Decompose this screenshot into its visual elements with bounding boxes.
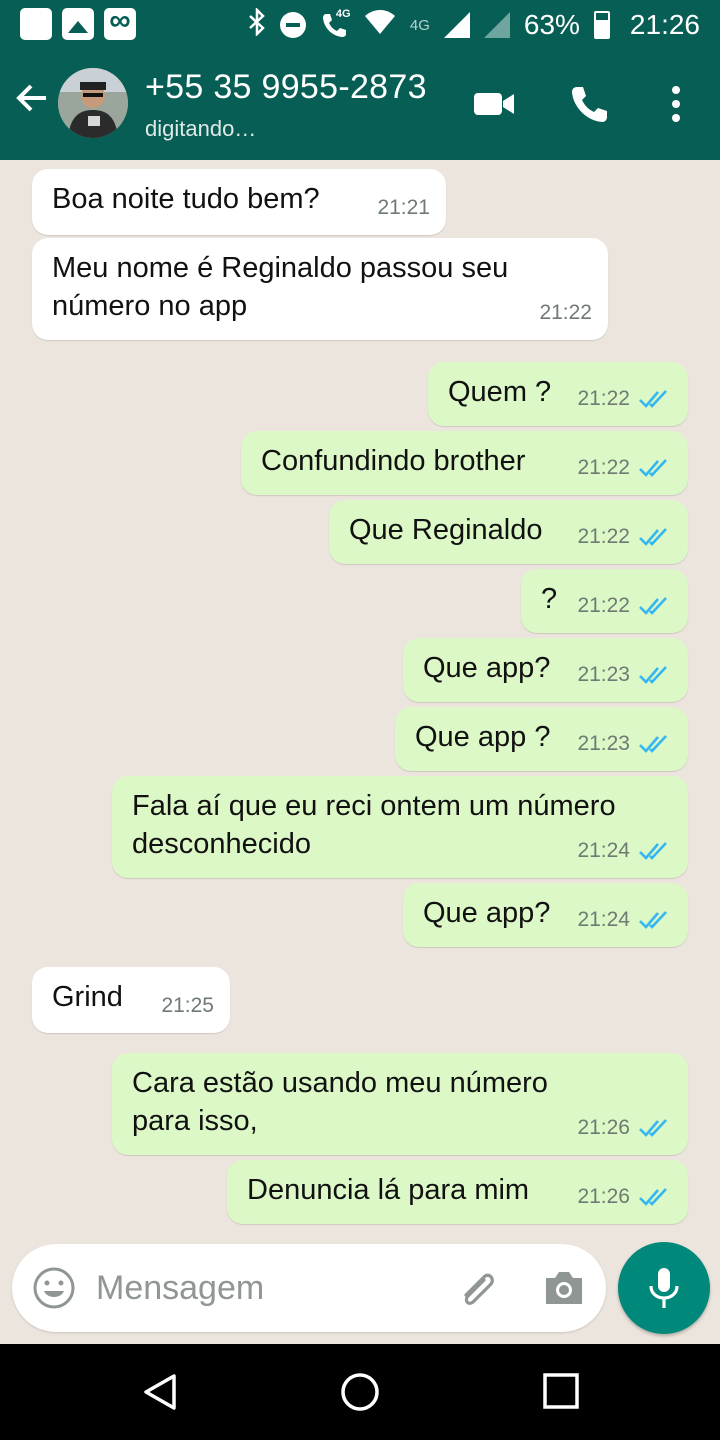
- message-bubble-outgoing[interactable]: [112, 776, 688, 878]
- chat-header: [0, 50, 720, 160]
- message-time: 21:24: [577, 839, 630, 862]
- notification-icon: [20, 8, 52, 40]
- battery-icon: [594, 11, 610, 39]
- read-ticks-icon: [638, 526, 672, 548]
- message-bubble-outgoing[interactable]: [403, 638, 688, 702]
- chat-area[interactable]: [0, 160, 720, 1344]
- nav-back-button[interactable]: [138, 1370, 182, 1414]
- message-text: Boa noite tudo bem?: [52, 183, 320, 215]
- signal-icon: [444, 12, 470, 38]
- message-bubble-outgoing[interactable]: [395, 707, 688, 771]
- message-text: ?: [541, 583, 558, 615]
- back-button[interactable]: [14, 80, 54, 124]
- read-ticks-icon: [638, 664, 672, 686]
- message-time: 21:26: [577, 1116, 630, 1139]
- message-time: 21:26: [577, 1185, 630, 1208]
- message-text: Que app?: [423, 897, 551, 929]
- infinity-notification-icon: [104, 8, 136, 40]
- volte-call-icon: [320, 10, 350, 40]
- message-time: 21:22: [539, 301, 592, 324]
- message-text: Cara estão usando meu número: [132, 1067, 548, 1099]
- message-time: 21:23: [577, 663, 630, 686]
- video-camera-icon: [472, 82, 516, 126]
- read-ticks-icon: [638, 1186, 672, 1208]
- read-ticks-icon: [638, 595, 672, 617]
- arrow-left-icon: [14, 80, 50, 116]
- message-text: Quem ?: [448, 376, 552, 408]
- nav-home-icon: [338, 1370, 382, 1414]
- message-text: Denuncia lá para mim: [247, 1174, 530, 1206]
- status-bar: [0, 0, 720, 50]
- message-bubble-incoming[interactable]: [32, 169, 446, 235]
- message-time: 21:25: [161, 994, 214, 1017]
- attach-button[interactable]: [454, 1266, 500, 1312]
- message-text: Fala aí que eu reci ontem um número: [132, 790, 616, 822]
- message-bubble-outgoing[interactable]: [521, 569, 688, 633]
- read-ticks-icon: [638, 733, 672, 755]
- contact-name[interactable]: +55 35 9955-2873: [145, 68, 427, 106]
- camera-button[interactable]: [542, 1268, 586, 1308]
- message-text: Meu nome é Reginaldo passou seu: [52, 252, 509, 284]
- message-text: para isso,: [132, 1105, 258, 1137]
- voice-message-button[interactable]: [618, 1242, 710, 1334]
- read-ticks-icon: [638, 909, 672, 931]
- message-text: Que Reginaldo: [349, 514, 543, 546]
- message-text: Confundindo brother: [261, 445, 526, 477]
- read-ticks-icon: [638, 388, 672, 410]
- microphone-icon: [644, 1266, 684, 1310]
- message-time: 21:24: [577, 908, 630, 931]
- message-text: número no app: [52, 290, 248, 322]
- message-bubble-outgoing[interactable]: [329, 500, 688, 564]
- read-ticks-icon: [638, 1117, 672, 1139]
- wifi-icon: [364, 9, 396, 42]
- message-time: 21:22: [577, 387, 630, 410]
- voice-call-button[interactable]: [568, 82, 618, 126]
- nav-home-button[interactable]: [338, 1370, 382, 1414]
- read-ticks-icon: [638, 457, 672, 479]
- message-bubble-incoming[interactable]: [32, 238, 608, 340]
- message-bubble-outgoing[interactable]: [403, 883, 688, 947]
- read-ticks-icon: [638, 840, 672, 862]
- message-bubble-incoming[interactable]: [32, 967, 230, 1033]
- emoji-icon: [32, 1266, 76, 1310]
- bluetooth-icon: [248, 8, 266, 43]
- notification-icons: [20, 8, 136, 40]
- message-text: Grind: [52, 981, 123, 1013]
- message-composer: [12, 1244, 606, 1332]
- signal-secondary-icon: [484, 12, 510, 38]
- message-text: Que app?: [423, 652, 551, 684]
- message-bubble-outgoing[interactable]: [227, 1160, 688, 1224]
- do-not-disturb-icon: [280, 12, 306, 38]
- gallery-notification-icon: [62, 8, 94, 40]
- camera-icon: [542, 1268, 586, 1308]
- network-type: 4G: [409, 16, 430, 34]
- paperclip-icon: [454, 1266, 500, 1312]
- contact-avatar[interactable]: [58, 68, 128, 138]
- message-time: 21:22: [577, 525, 630, 548]
- more-vertical-icon: [650, 82, 700, 126]
- message-time: 21:21: [377, 196, 430, 219]
- battery-percent: 63%: [523, 9, 580, 40]
- message-input[interactable]: [96, 1262, 436, 1314]
- system-navigation-bar: [0, 1344, 720, 1440]
- video-call-button[interactable]: [472, 82, 522, 126]
- clock: 21:26: [629, 9, 700, 40]
- more-options-button[interactable]: [650, 82, 700, 126]
- contact-status: digitando…: [145, 116, 257, 141]
- nav-recents-button[interactable]: [540, 1370, 584, 1414]
- call-badge: 4G: [335, 8, 351, 20]
- emoji-button[interactable]: [32, 1266, 76, 1310]
- message-text: desconhecido: [132, 828, 311, 860]
- message-text: Que app ?: [415, 721, 551, 753]
- message-bubble-outgoing[interactable]: [428, 362, 688, 426]
- phone-icon: [568, 82, 612, 126]
- message-bubble-outgoing[interactable]: [241, 431, 688, 495]
- nav-recents-icon: [540, 1370, 584, 1414]
- message-time: 21:22: [577, 456, 630, 479]
- message-time: 21:22: [577, 594, 630, 617]
- message-time: 21:23: [577, 732, 630, 755]
- nav-back-icon: [138, 1370, 182, 1414]
- message-bubble-outgoing[interactable]: [112, 1053, 688, 1155]
